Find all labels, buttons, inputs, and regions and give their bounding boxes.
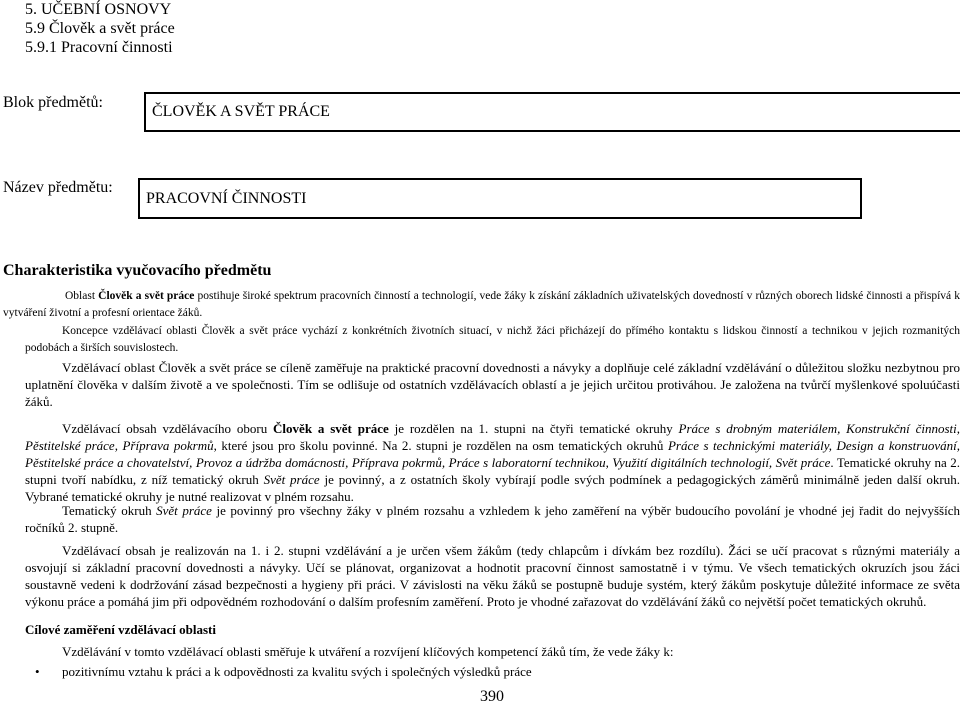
paragraph-7: Vzdělávání v tomto vzdělávací oblasti směřuje k utváření a rozvíjení klíčových kompetencí žáků tím, že vede žáky k: [62, 644, 674, 659]
bullet-item: pozitivnímu vztahu k práci a k odpovědnosti za kvalitu svých i společných výsledků práce [62, 664, 532, 679]
paragraph-5: Tematický okruh Svět práce je povinný pro všechny žáky v plném rozsahu a vzhledem k jeho zaměření na výběr budoucího povolání je vhodné jej řadit do nejvyšších ročníků 2. stupně. [25, 503, 960, 535]
blok-label: Blok předmětů: [3, 94, 103, 111]
header-line-1: 5. UČEBNÍ OSNOVY [25, 1, 172, 18]
nazev-value: PRACOVNÍ ČINNOSTI [146, 189, 307, 207]
characteristics-heading: Charakteristika vyučovacího předmětu [3, 262, 272, 279]
nazev-value-box [138, 178, 862, 219]
blok-value-box [144, 92, 960, 132]
paragraph-2: Koncepce vzdělávací oblasti Člověk a svět práce vychází z konkrétních životních situací, v nichž žáci přicházejí do přímého kontaktu s lidskou činností a technikou v jejich rozmanitých podobách a širších souvislostech. [25, 325, 960, 354]
paragraph-6: Vzdělávací obsah je realizován na 1. i 2. stupni vzdělávání a je určen všem žákům (tedy chlapcům i dívkám bez rozdílu). Žáci se učí pracovat s různými materiály a osvojují si základní pracovní dovednosti a návyky. Učí se plánovat, organizovat a hodnotit pracovní činnost samostatně i v týmu. Ve všech tematických okruzích jsou žáci soustavně vedeni k dodržování zásad bezpečnosti a hygieny při práci. V závislosti na věku žáků se postupně buduje systém, který žákům poskytuje důležité informace ze světa výkonu práce a pomáhá jim při odpovědném rozhodování o dalším profesním zaměření. Proto je vhodné zařazovat do vzdělávání žáků co největší počet tematických okruhů. [25, 543, 960, 609]
header-line-3: 5.9.1 Pracovní činnosti [25, 39, 173, 56]
header-line-2: 5.9 Člověk a svět práce [25, 20, 175, 37]
goals-heading: Cílové zaměření vzdělávací oblasti [25, 622, 216, 637]
page-number: 390 [480, 688, 504, 705]
blok-value: ČLOVĚK A SVĚT PRÁCE [152, 103, 330, 120]
paragraph-4: Vzdělávací obsah vzdělávacího oboru Člověk a svět práce je rozdělen na 1. stupni na čtyři tematické okruhy Práce s drobným materiálem, Konstrukční činnosti, Pěstitelské práce, Příprava pokrmů, které jsou pro školu povinné. Na 2. stupni je rozdělen na osm tematických okruhů Práce s technickými materiály, Design a konstruování, Pěstitelské práce a chovatelství, Provoz a údržba domácnosti, Příprava pokrmů, Práce s laboratorní technikou, Využití digitálních technologií, Svět práce. Tematické okruhy na 2. stupni tvoří nabídku, z níž tematický okruh Svět práce je povinný, a z ostatních školy vybírají podle svých podmínek a pedagogických záměrů minimálně jeden další okruh. Vybrané tematické okruhy je nutné realizovat v plném rozsahu. [25, 421, 960, 504]
paragraph-3: Vzdělávací oblast Člověk a svět práce se cíleně zaměřuje na praktické pracovní dovednosti a návyky a doplňuje celé základní vzdělávání o důležitou složku nezbytnou pro uplatnění člověka v dalším životě a ve společnosti. Tím se odlišuje od ostatních vzdělávacích oblastí a je jejich určitou protiváhou. Je založena na tvůrčí myšlenkové spoluúčasti žáků. [25, 360, 960, 409]
paragraph-1: Oblast Člověk a svět práce postihuje široké spektrum pracovních činností a technologií, vede žáky k získání základních uživatelských dovedností v různých oborech lidské činnosti a přispívá k vytváření životní a profesní orientace žáků. [3, 290, 960, 319]
bullet-symbol: • [35, 664, 40, 679]
nazev-label: Název předmětu: [3, 179, 113, 196]
